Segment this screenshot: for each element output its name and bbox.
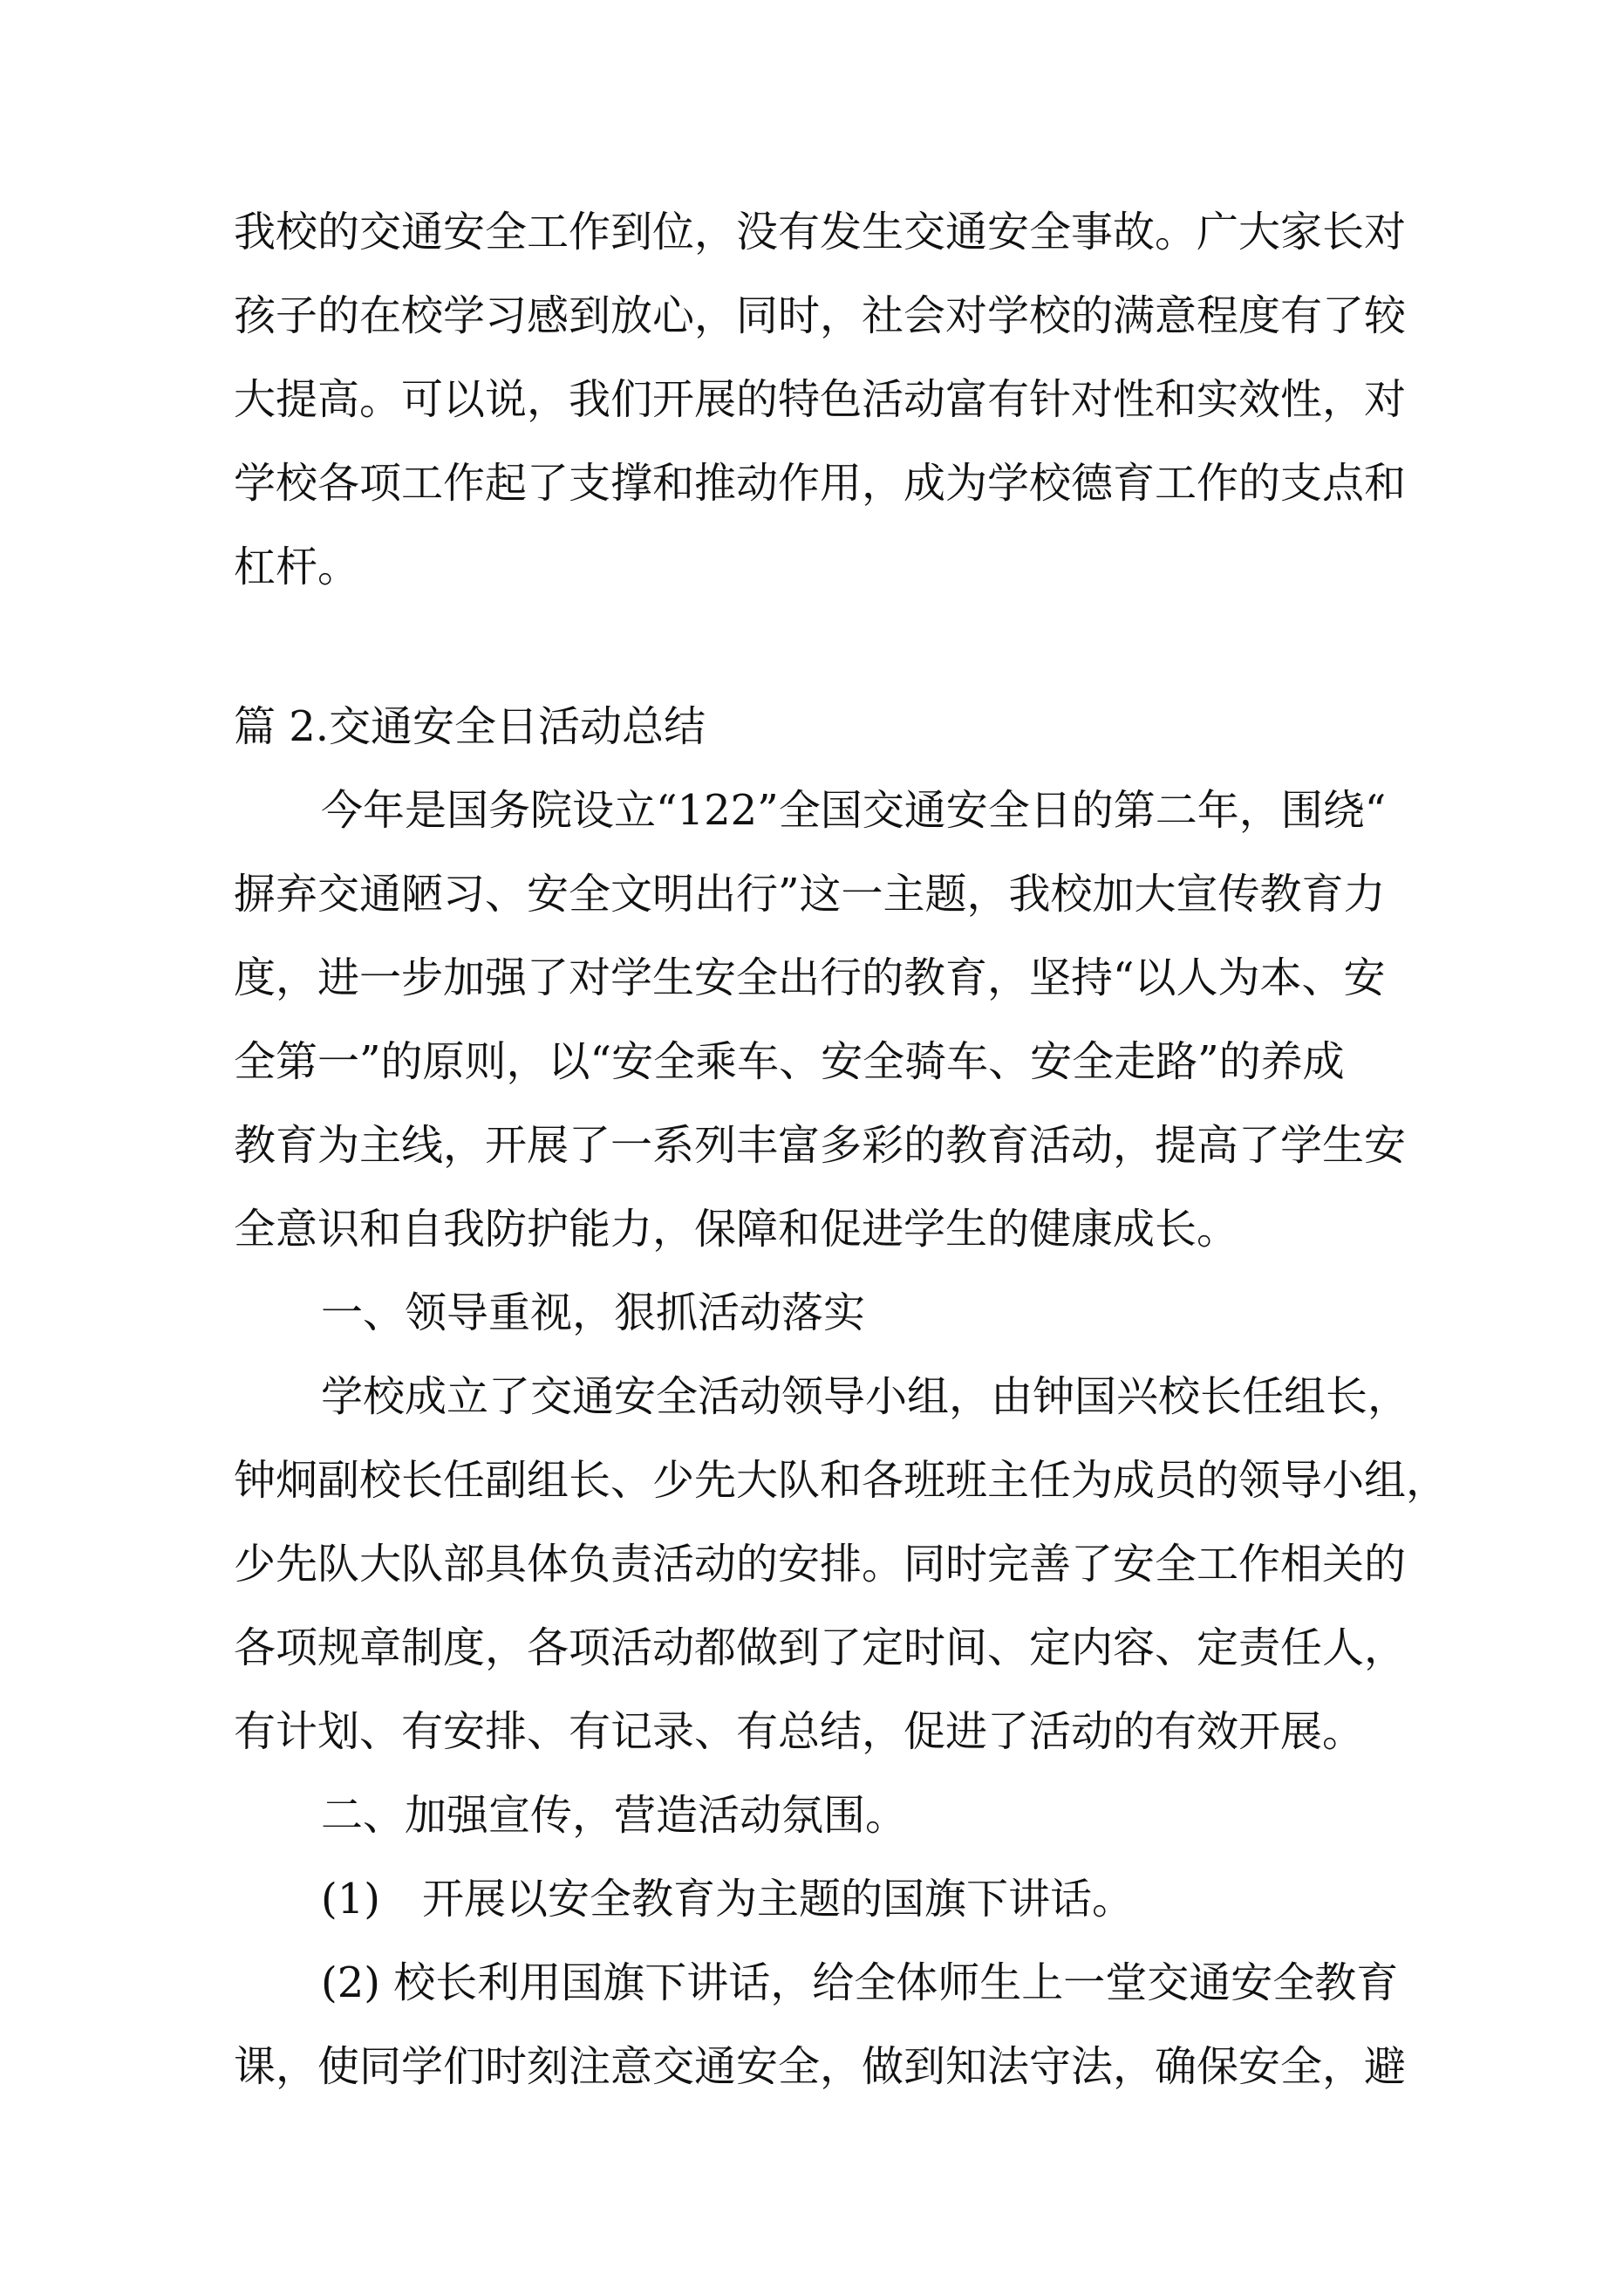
list-item: (1) 开展以安全教育为主题的国旗下讲话。	[321, 1875, 1134, 1924]
subheading: 二、加强宣传，营造活动氛围。	[321, 1791, 908, 1840]
section-heading: 篇 2.交通安全日活动总结	[234, 702, 706, 751]
text-line: 课，使同学们时刻注意交通安全，做到知法守法，确保安全，避	[234, 2042, 1407, 2091]
list-item: (2) 校长利用国旗下讲话，给全体师生上一堂交通安全教育	[321, 1958, 1399, 2007]
text-line: 各项规章制度，各项活动都做到了定时间、定内容、定责任人，	[234, 1623, 1407, 1672]
text-line: 少先队大队部具体负责活动的安排。同时完善了安全工作相关的	[234, 1540, 1407, 1589]
text-line: 孩子的在校学习感到放心，同时，社会对学校的满意程度有了较	[234, 291, 1407, 340]
text-line: 杠杆。	[234, 543, 360, 591]
text-line: 我校的交通安全工作到位，没有发生交通安全事故。广大家长对	[234, 208, 1407, 256]
text-line: 全意识和自我防护能力，保障和促进学生的健康成长。	[234, 1205, 1239, 1254]
text-line: 大提高。可以说，我们开展的特色活动富有针对性和实效性，对	[234, 375, 1407, 424]
subheading: 一、领导重视，狠抓活动落实	[321, 1288, 866, 1337]
text-line: 钟炯副校长任副组长、少先大队和各班班主任为成员的领导小组，	[234, 1456, 1449, 1505]
text-line: 摒弃交通陋习、安全文明出行”这一主题，我校加大宣传教育力	[234, 870, 1386, 919]
text-line: 今年是国务院设立“122”全国交通安全日的第二年，围绕“	[321, 786, 1387, 835]
text-line: 学校成立了交通安全活动领导小组，由钟国兴校长任组长，	[321, 1372, 1410, 1421]
text-line: 全第一”的原则，以“安全乘车、安全骑车、安全走路”的养成	[234, 1037, 1345, 1086]
text-line: 教育为主线，开展了一系列丰富多彩的教育活动，提高了学生安	[234, 1121, 1407, 1170]
text-line: 学校各项工作起了支撑和推动作用，成为学校德育工作的支点和	[234, 459, 1407, 508]
text-line: 有计划、有安排、有记录、有总结，促进了活动的有效开展。	[234, 1707, 1365, 1756]
text-line: 度，进一步加强了对学生安全出行的教育，坚持“以人为本、安	[234, 953, 1386, 1002]
